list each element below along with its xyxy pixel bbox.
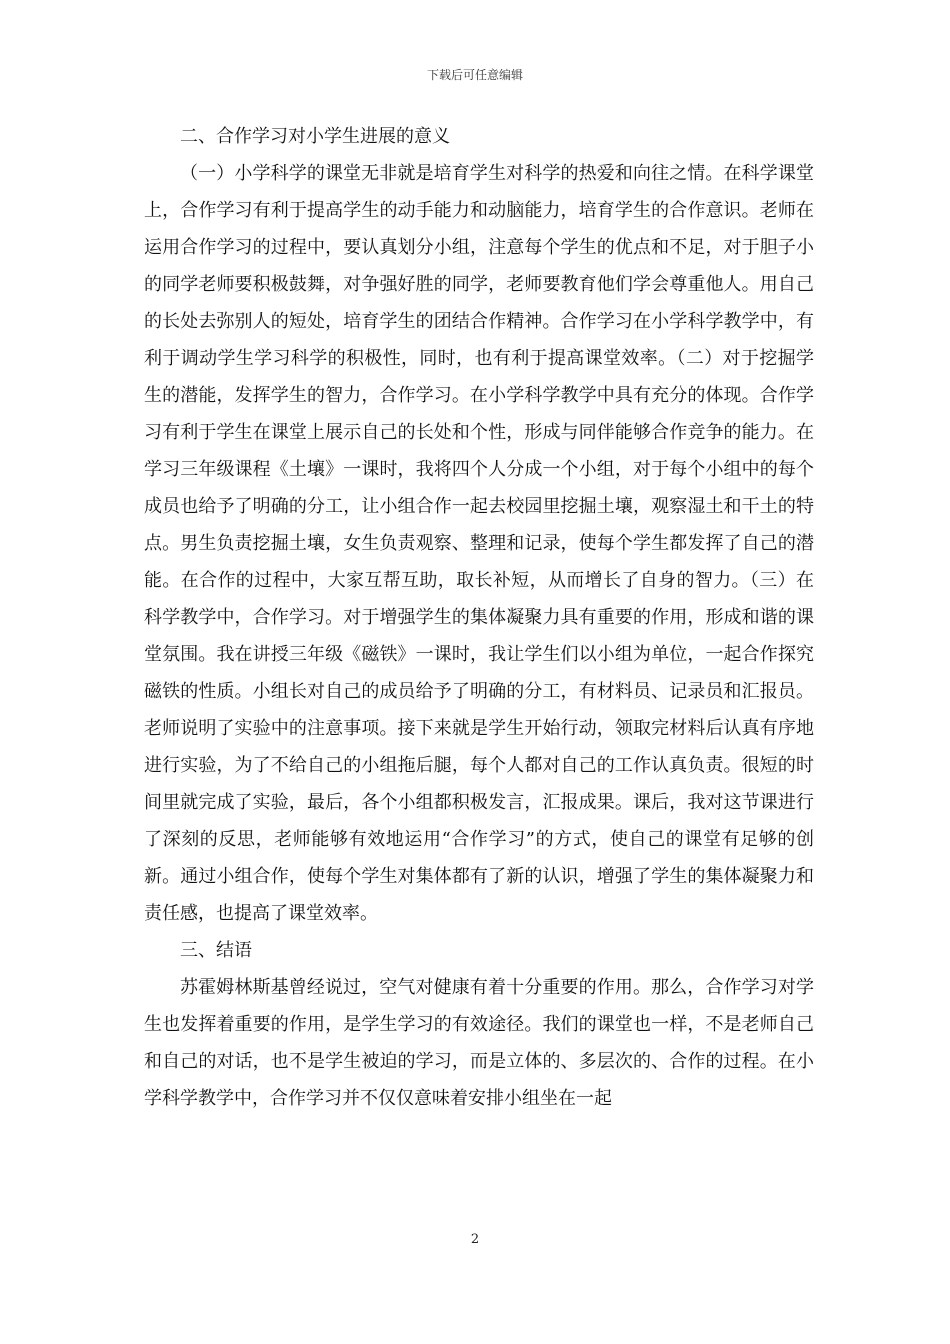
section-paragraph-3: 苏霍姆林斯基曾经说过，空气对健康有着十分重要的作用。那么，合作学习对学生也发挥着重要的作用，是学生学习的有效途径。我们的课堂也一样，不是老师自己和自己的对话，也不是学生被迫的学习，而是立体的、多层次的、合作的过程。在小学科学教学中，合作学习并不仅仅意味着安排小组坐在一起 — [144, 977, 814, 1109]
section-heading-2: 二、合作学习对小学生进展的意义 — [180, 126, 450, 147]
section-heading-3: 三、结语 — [180, 940, 252, 961]
section-paragraph-2: （一）小学科学的课堂无非就是培育学生对科学的热爱和向往之情。在科学课堂上，合作学习有利于提高学生的动手能力和动脑能力，培育学生的合作意识。老师在运用合作学习的过程中，要认真划分小组，注意每个学生的优点和不足，对于胆子小的同学老师要积极鼓舞，对争强好胜的同学，老师要教育他们学会尊重他人。用自己的长处去弥别人的短处，培育学生的团结合作精神。合作学习在小学科学教学中，有利于调动学生学习科学的积极性，同时，也有利于提高课堂效率。（二）对于挖掘学生的潜能，发挥学生的智力，合作学习。在小学科学教学中具有充分的体现。合作学习有利于学生在课堂上展示自己的长处和个性，形成与同伴能够合作竞争的能力。在学习三年级课程《土壤》一课时，我将四个人分成一个小组，对于每个小组中的每个成员也给予了明确的分工，让小组合作一起去校园里挖掘土壤，观察湿土和干土的特点。男生负责挖掘土壤，女生负责观察、整理和记录，使每个学生都发挥了自己的潜能。在合作的过程中，大家互帮互助，取长补短，从而增长了自身的智力。（三）在科学教学中，合作学习。对于增强学生的集体凝聚力具有重要的作用，形成和谐的课堂氛围。我在讲授三年级《磁铁》一课时，我让学生们以小组为单位，一起合作探究磁铁的性质。小组长对自己的成员给予了明确的分工，有材料员、记录员和汇报员。老师说明了实验中的注意事项。接下来就是学生开始行动，领取完材料后认真有序地进行实验，为了不给自己的小组拖后腿，每个人都对自己的工作认真负责。很短的时间里就完成了实验，最后，各个小组都积极发言，汇报成果。课后，我对这节课进行了深刻的反思，老师能够有效地运用“合作学习”的方式，使自己的课堂有足够的创新。通过小组合作，使每个学生对集体都有了新的认识，增强了学生的集体凝聚力和责任感，也提高了课堂效率。 — [144, 163, 814, 924]
page-number: 2 — [470, 1232, 480, 1247]
document-body — [144, 118, 814, 1117]
page-header: 下载后可任意编辑 — [426, 68, 523, 82]
